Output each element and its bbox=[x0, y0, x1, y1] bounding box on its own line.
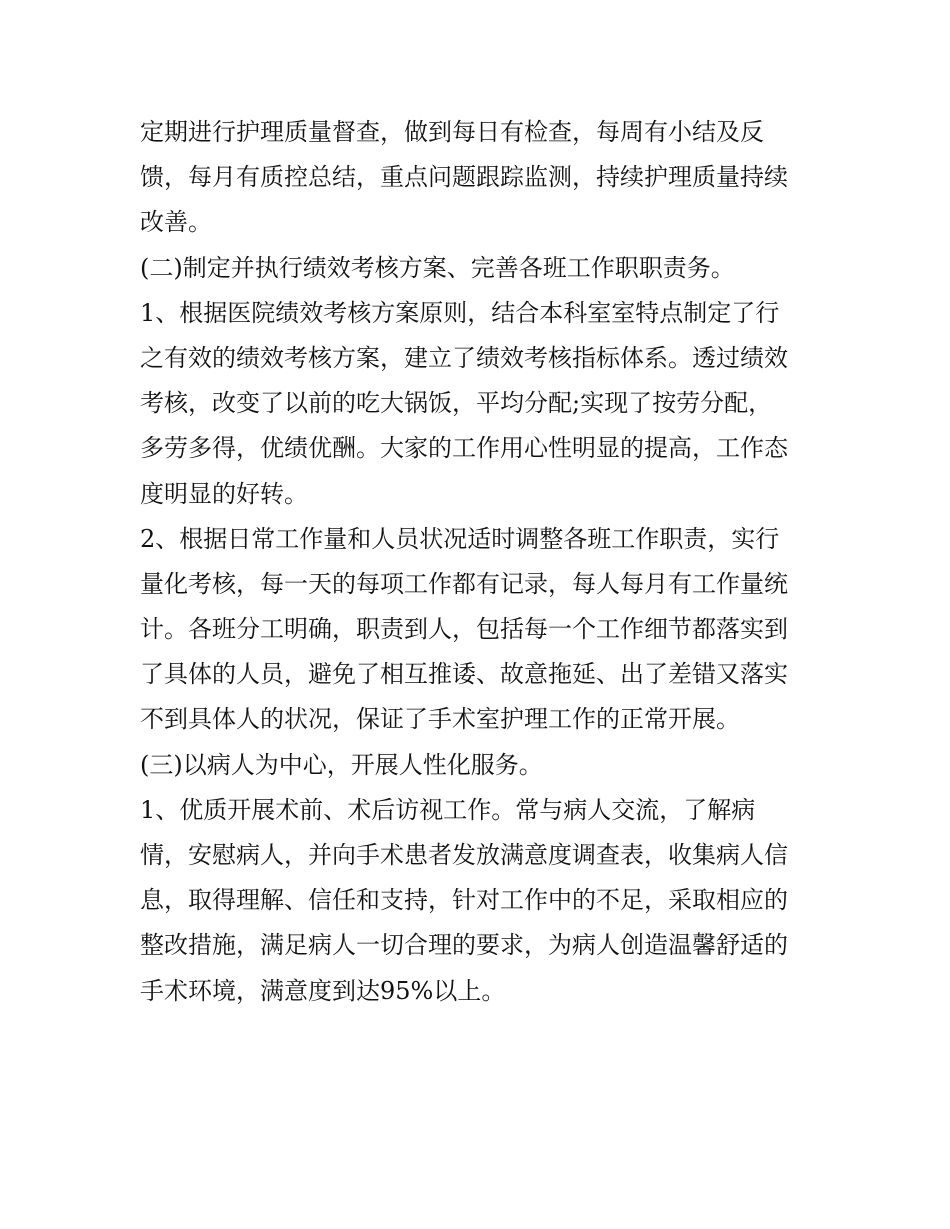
text-line: 整改措施，满足病人一切合理的要求，为病人创造温馨舒适的 bbox=[140, 931, 788, 960]
document-body bbox=[140, 110, 815, 1014]
text-line: 度明显的好转。 bbox=[140, 479, 308, 508]
text-line: 了具体的人员，避免了相互推诿、故意拖延、出了差错又落实 bbox=[140, 660, 788, 689]
text-line: 之有效的绩效考核方案，建立了绩效考核指标体系。透过绩效 bbox=[140, 343, 788, 372]
text-line: 2、根据日常工作量和人员状况适时调整各班工作职责，实行 bbox=[140, 524, 780, 553]
section-heading-2: (二)制定并执行绩效考核方案、完善各班工作职职责务。 bbox=[140, 253, 735, 282]
text-line: 情，安慰病人，并向手术患者发放满意度调查表，收集病人信 bbox=[140, 841, 788, 869]
text-line: 息，取得理解、信任和支持，针对工作中的不足，采取相应的 bbox=[140, 886, 788, 915]
text-line: 改善。 bbox=[140, 208, 212, 237]
text-line: 多劳多得，优绩优酬。大家的工作用心性明显的提高，工作态 bbox=[140, 434, 788, 463]
text-line: 计。各班分工明确，职责到人，包括每一个工作细节都落实到 bbox=[140, 615, 788, 644]
text-line: 1、根据医院绩效考核方案原则，结合本科室室特点制定了行 bbox=[140, 298, 780, 327]
text-line: 手术环境，满意度到达95%以上。 bbox=[140, 976, 506, 1005]
text-line: 1、优质开展术前、术后访视工作。常与病人交流，了解病 bbox=[140, 795, 756, 824]
text-line: 定期进行护理质量督查，做到每日有检查，每周有小结及反 bbox=[140, 118, 764, 146]
section-heading-3: (三)以病人为中心，开展人性化服务。 bbox=[140, 750, 543, 779]
text-line: 量化考核，每一天的每项工作都有记录，每人每月有工作量统 bbox=[140, 569, 788, 598]
text-line: 不到具体人的状况，保证了手术室护理工作的正常开展。 bbox=[140, 705, 740, 734]
text-line: 馈，每月有质控总结，重点问题跟踪监测，持续护理质量持续 bbox=[140, 163, 788, 192]
text-line: 考核，改变了以前的吃大锅饭，平均分配;实现了按劳分配， bbox=[140, 389, 773, 418]
